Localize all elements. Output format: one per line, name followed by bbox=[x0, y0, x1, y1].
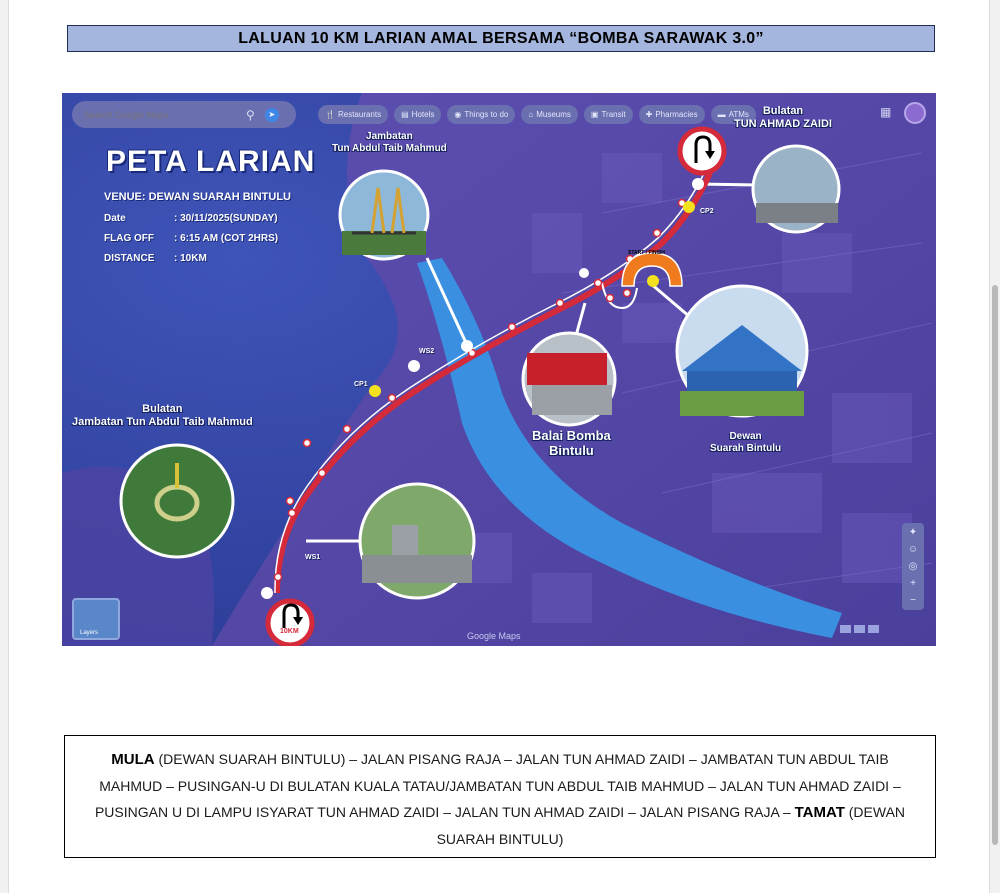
info-row-date: Date : 30/11/2025(SUNDAY) bbox=[104, 213, 278, 224]
zoom-in-icon[interactable]: + bbox=[910, 578, 916, 589]
atm-icon: ▬ bbox=[717, 110, 726, 119]
google-maps-attribution: Google Maps bbox=[467, 631, 521, 641]
label-uturn-10km: 10KM bbox=[280, 628, 299, 635]
start-word: MULA bbox=[111, 751, 155, 768]
zoom-out-icon[interactable]: − bbox=[910, 595, 916, 606]
chip-atms[interactable]: ▬ ATMs bbox=[711, 105, 756, 124]
page-title: LALUAN 10 KM LARIAN AMAL BERSAMA “BOMBA SARAWAK 3.0” bbox=[67, 25, 935, 52]
chip-restaurants[interactable]: 🍴 Restaurants bbox=[318, 105, 388, 124]
map-zoom-controls bbox=[902, 523, 924, 610]
label-bulatan-tun-ahmad-zaidi: Bulatan TUN AHMAD ZAIDI bbox=[734, 105, 832, 130]
fork-knife-icon: 🍴 bbox=[325, 110, 335, 119]
venue-text: VENUE: DEWAN SUARAH BINTULU bbox=[104, 191, 291, 203]
waypoint-cp2: CP2 bbox=[700, 208, 714, 215]
compass-icon[interactable]: ✦ bbox=[908, 527, 918, 538]
chip-transit[interactable]: ▣ Transit bbox=[584, 105, 633, 124]
route-text: (DEWAN SUARAH BINTULU) – JALAN PISANG RAJA – JALAN TUN AHMAD ZAIDI – JAMBATAN TUN ABDUL TAIB MAHMUD – PUSINGAN-U DI BULATAN KUALA TATAU/JAMBATAN TUN ABDUL TAIB MAHMUD – JALAN TUN AHMAD ZAIDI – PUSINGAN U DI LAMPU ISYARAT TUN AHMAD ZAIDI – JALAN TUN AHMAD ZAIDI – JALAN PISANG RAJA – bbox=[94, 751, 901, 820]
route-map[interactable] bbox=[62, 93, 936, 646]
search-icon[interactable]: ⚲ bbox=[246, 107, 255, 122]
scrollbar-track[interactable] bbox=[989, 0, 1000, 893]
map-scale-bar bbox=[840, 625, 879, 633]
label-start-finish: START / FINISH bbox=[628, 250, 665, 256]
label-dewan-suarah: Dewan Suarah Bintulu bbox=[710, 431, 782, 454]
chip-museums[interactable]: ⌂ Museums bbox=[521, 105, 578, 124]
location-icon[interactable]: ◎ bbox=[908, 561, 918, 572]
info-row-flagoff: FLAG OFF : 6:15 AM (COT 2HRS) bbox=[104, 233, 279, 244]
scrollbar-thumb[interactable] bbox=[992, 285, 998, 845]
directions-icon[interactable]: ➤ bbox=[265, 108, 279, 122]
street-view-icon[interactable]: ☺ bbox=[907, 544, 919, 555]
bed-icon: ▤ bbox=[401, 110, 409, 119]
info-row-distance: DISTANCE : 10KM bbox=[104, 253, 207, 264]
map-search-bar[interactable] bbox=[72, 101, 296, 128]
end-word: TAMAT bbox=[794, 804, 845, 821]
map-heading: PETA LARIAN bbox=[106, 145, 316, 178]
chip-hotels[interactable]: ▤ Hotels bbox=[394, 105, 441, 124]
route-description bbox=[64, 735, 936, 858]
label-bulatan-jambatan: Bulatan Jambatan Tun Abdul Taib Mahmud bbox=[72, 403, 253, 428]
chip-things-to-do[interactable]: ◉ Things to do bbox=[447, 105, 515, 124]
label-jambatan-top: Jambatan Tun Abdul Taib Mahmud bbox=[332, 131, 447, 154]
map-category-chips bbox=[318, 105, 756, 124]
chip-pharmacies[interactable]: ✚ Pharmacies bbox=[639, 105, 705, 124]
label-balai-bomba: Balai Bomba Bintulu bbox=[532, 428, 611, 458]
account-avatar[interactable] bbox=[904, 102, 926, 124]
waypoint-ws2: WS2 bbox=[419, 348, 435, 355]
waypoint-ws1: WS1 bbox=[305, 554, 321, 561]
apps-grid-icon[interactable]: ▦ bbox=[880, 105, 892, 119]
waypoint-cp1: CP1 bbox=[354, 381, 368, 388]
layers-button[interactable]: Layers bbox=[72, 598, 120, 640]
route-text-end: (DEWAN SUARAH BINTULU) bbox=[436, 804, 906, 847]
pharmacy-icon: ✚ bbox=[645, 110, 653, 119]
page-edge-left bbox=[0, 0, 9, 893]
map-search-input[interactable] bbox=[82, 109, 236, 121]
museum-icon: ⌂ bbox=[528, 110, 534, 119]
camera-icon: ◉ bbox=[454, 110, 462, 119]
train-icon: ▣ bbox=[590, 110, 599, 119]
event-info bbox=[104, 191, 291, 273]
